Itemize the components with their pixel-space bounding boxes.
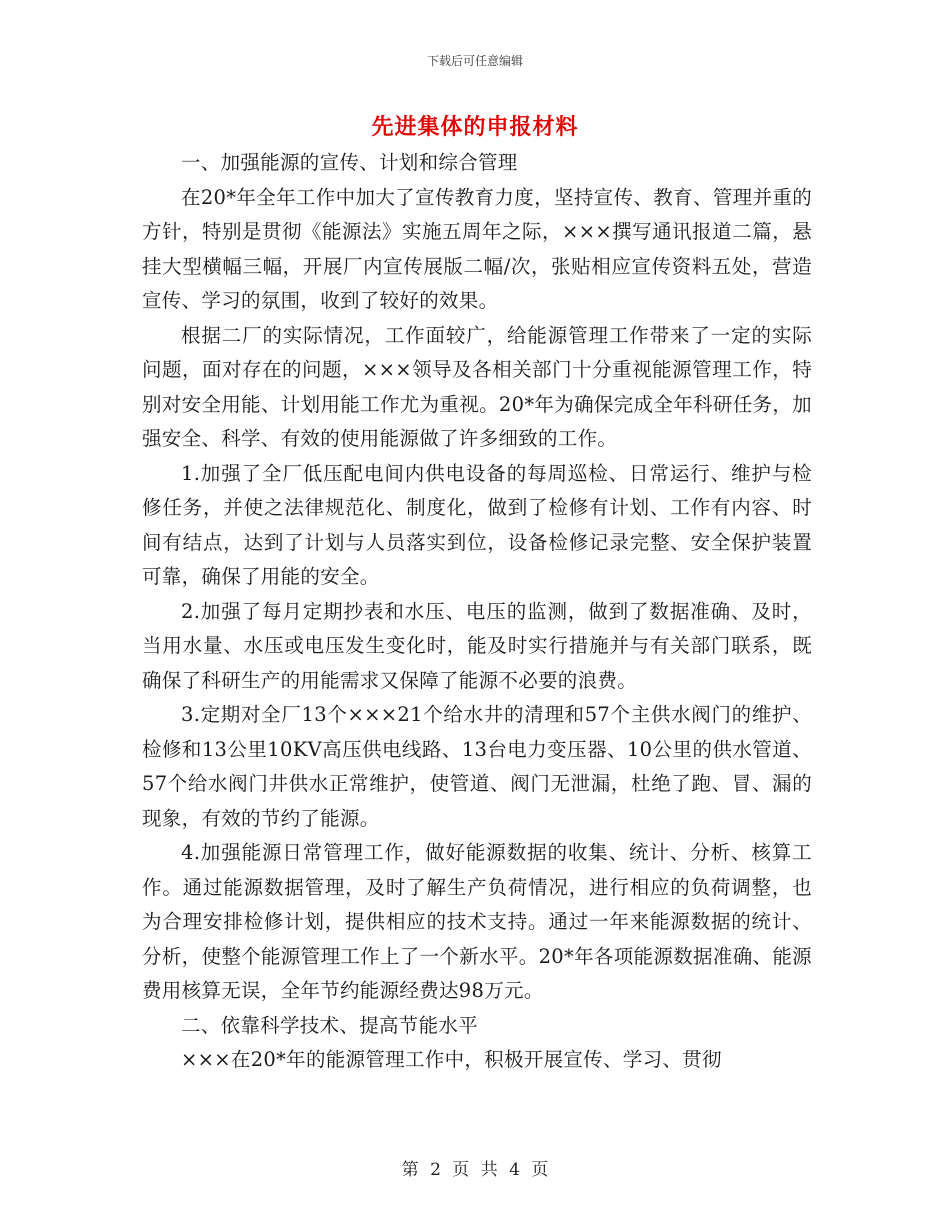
document-title: 先进集体的申报材料 <box>371 114 579 140</box>
paragraph: 根据二厂的实际情况，工作面较广，给能源管理工作带来了一定的实际问题，面对存在的问题，×××领导及各相关部门十分重视能源管理工作，特别对安全用能、计划用能工作尤为重视。20*年为确保完成全年科研任务，加强安全、科学、有效的使用能源做了许多细致的工作。 <box>142 323 812 450</box>
list-item-1: 1.加强了全厂低压配电间内供电设备的每周巡检、日常运行、维护与检修任务，并使之法律规范化、制度化，做到了检修有计划、工作有内容、时间有结点，达到了计划与人员落实到位，设备检修记录完整、安全保护装置可靠，确保了用能的安全。 <box>142 461 812 588</box>
paragraph: ×××在20*年的能源管理工作中，积极开展宣传、学习、贯彻 <box>181 1048 722 1071</box>
list-item-3: 3.定期对全厂13个×××21个给水井的清理和57个主供水阀门的维护、检修和13公里10KV高压供电线路、13台电力变压器、10公里的供水管道、57个给水阀门井供水正常维护，使管道、阀门无泄漏，杜绝了跑、冒、漏的现象，有效的节约了能源。 <box>142 703 812 830</box>
list-item-4: 4.加强能源日常管理工作，做好能源数据的收集、统计、分析、核算工作。通过能源数据管理，及时了解生产负荷情况，进行相应的负荷调整，也为合理安排检修计划，提供相应的技术支持。通过一年来能源数据的统计、分析，使整个能源管理工作上了一个新水平。20*年各项能源数据准确、能源费用核算无误，全年节约能源经费达98万元。 <box>142 841 812 1002</box>
document-body <box>142 146 812 1078</box>
list-item-2: 2.加强了每月定期抄表和水压、电压的监测，做到了数据准确、及时，当用水量、水压或电压发生变化时，能及时实行措施并与有关部门联系，既确保了科研生产的用能需求又保障了能源不必要的浪费。 <box>142 599 812 692</box>
section-heading-2: 二、依靠科学技术、提高节能水平 <box>181 1013 479 1037</box>
paragraph: 在20*年全年工作中加大了宣传教育力度，坚持宣传、教育、管理并重的方针，特别是贯彻《能源法》实施五周年之际，×××撰写通讯报道二篇，悬挂大型横幅三幅，开展厂内宣传展版二幅/次，张贴相应宣传资料五处，营造宣传、学习的氛围，收到了较好的效果。 <box>142 185 812 312</box>
header-note: 下载后可任意编辑 <box>426 54 523 68</box>
page-number-footer: 第 2 页 共 4 页 <box>401 1160 549 1180</box>
section-heading-1: 一、加强能源的宣传、计划和综合管理 <box>181 151 518 174</box>
